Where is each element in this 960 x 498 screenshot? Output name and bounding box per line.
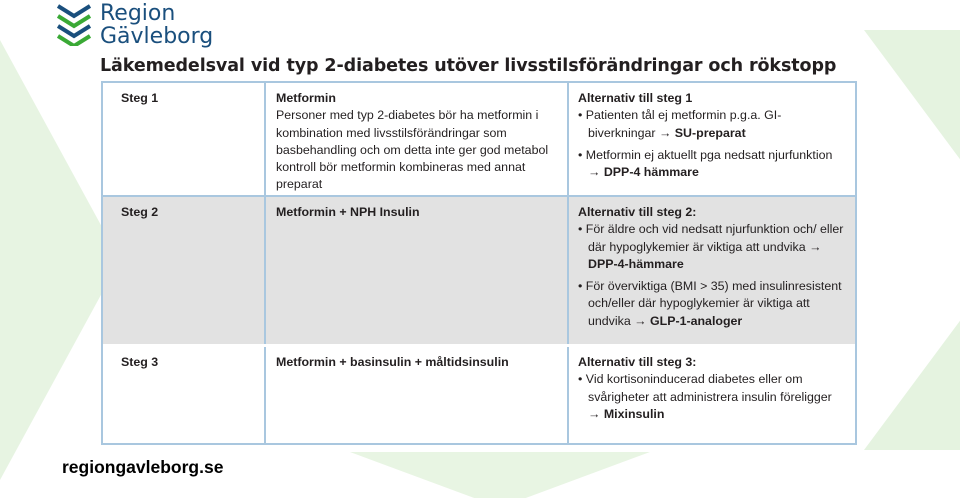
treatment-name: Metformin + NPH Insulin (276, 205, 420, 219)
treatment-name: Metformin + basinsulin + måltidsinsulin (276, 355, 509, 369)
table-row-step-1 (103, 83, 855, 197)
alternative-item: • För äldre och vid nedsatt njurfunktion och/ eller där hypoglykemier är viktiga att undvika → DPP-4-hämmare (578, 222, 844, 271)
table-row-step-2 (103, 197, 855, 347)
step-cell (103, 83, 266, 195)
treatment-cell (266, 347, 569, 443)
alternative-cell (569, 197, 855, 344)
region-logo (56, 2, 213, 48)
logo-text (100, 2, 213, 48)
alternative-item: • Patienten tål ej metformin p.g.a. GI-biverkningar → SU-preparat (578, 108, 782, 140)
alternative-cell (569, 83, 855, 195)
treatment-table (101, 81, 857, 445)
table-row-step-3 (103, 347, 855, 443)
treatment-name: Metformin (276, 91, 336, 105)
step-label: Steg 3 (121, 355, 159, 369)
logo-line-region: Region (100, 1, 176, 26)
alternative-heading: Alternativ till steg 3: (578, 355, 697, 369)
page-title: Läkemedelsval vid typ 2-diabetes utöver livsstilsförändringar och rökstopp (100, 56, 837, 76)
treatment-cell (266, 197, 569, 344)
alternative-heading: Alternativ till steg 2: (578, 205, 697, 219)
step-cell (103, 347, 266, 443)
footer-url: regiongavleborg.se (62, 457, 224, 477)
treatment-description: Personer med typ 2-diabetes bör ha metformin i kombination med livsstilsförändringar som basbehandling och om detta inte ger god metabol kontroll bör metformin kombineras med annat preparat (276, 108, 549, 192)
alternative-item: • För överviktiga (BMI > 35) med insulinresistent och/eller där hypoglykemier är viktiga att undvika → GLP-1-analoger (578, 279, 842, 328)
region-gavleborg-logo-icon (56, 2, 92, 46)
step-cell (103, 197, 266, 344)
step-label: Steg 2 (121, 205, 159, 219)
alternative-heading: Alternativ till steg 1 (578, 91, 693, 105)
alternative-cell (569, 347, 855, 443)
background-triangle-bottom (350, 452, 650, 498)
step-label: Steg 1 (121, 91, 159, 105)
alternative-item: • Vid kortisoninducerad diabetes eller om svårigheter att administrera insulin föreligger → Mixinsulin (578, 372, 832, 421)
logo-line-gavleborg: Gävleborg (100, 24, 214, 49)
alternative-item: • Metformin ej aktuellt pga nedsatt njurfunktion → DPP-4 hämmare (578, 147, 833, 180)
treatment-cell (266, 83, 569, 195)
